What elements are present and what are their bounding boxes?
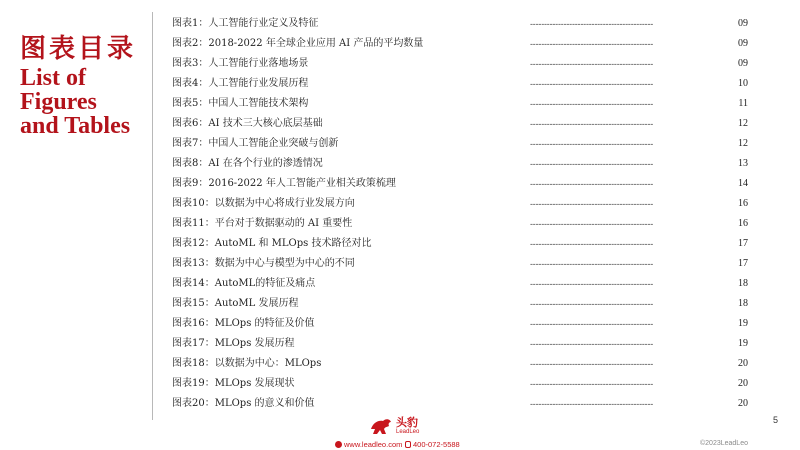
globe-icon xyxy=(335,441,342,448)
toc-entry-label: 图表16：MLOps 的特征及价值 xyxy=(172,318,315,329)
toc-leader: -------------------------------------------- xyxy=(530,79,654,89)
toc-entry-label: 图表18：以数据为中心：MLOps xyxy=(172,358,322,369)
toc-entry-label: 图表20：MLOps 的意义和价值 xyxy=(172,398,315,409)
toc-entry-page: 20 xyxy=(738,398,748,409)
toc-entry-label: 图表4：人工智能行业发展历程 xyxy=(172,78,309,89)
toc-entry[interactable] xyxy=(172,74,762,94)
toc-leader: -------------------------------------------- xyxy=(530,99,654,109)
toc-leader: -------------------------------------------- xyxy=(530,279,654,289)
toc-leader: -------------------------------------------- xyxy=(530,219,654,229)
toc-leader: -------------------------------------------- xyxy=(530,39,654,49)
toc-leader: -------------------------------------------- xyxy=(530,399,654,409)
title-english-line: List of xyxy=(20,65,86,91)
toc-entry-label: 图表13：数据为中心与模型为中心的不同 xyxy=(172,258,355,269)
toc-entry-page: 10 xyxy=(738,78,748,89)
toc-leader: -------------------------------------------- xyxy=(530,199,654,209)
toc-entry-label: 图表19：MLOps 发展现状 xyxy=(172,378,295,389)
toc-entry-label: 图表15：AutoML 发展历程 xyxy=(172,298,299,309)
copyright: ©2023LeadLeo xyxy=(700,440,748,447)
toc-entry[interactable] xyxy=(172,14,762,34)
toc-entry-label: 图表2：2018-2022 年全球企业应用 AI 产品的平均数量 xyxy=(172,38,424,49)
toc-leader: -------------------------------------------- xyxy=(530,339,654,349)
toc-entry[interactable] xyxy=(172,94,762,114)
title-english xyxy=(20,66,145,138)
toc-entry[interactable] xyxy=(172,214,762,234)
toc-entry[interactable] xyxy=(172,54,762,74)
toc-entry[interactable] xyxy=(172,114,762,134)
toc-leader: -------------------------------------------- xyxy=(530,379,654,389)
toc-entry-label: 图表11：平台对于数据驱动的 AI 重要性 xyxy=(172,218,353,229)
logo-chinese-text: 头豹 xyxy=(396,415,418,429)
toc-entry-page: 19 xyxy=(738,338,748,349)
toc-entry-label: 图表5：中国人工智能技术架构 xyxy=(172,98,309,109)
toc-entry-page: 12 xyxy=(738,118,748,129)
toc-entry-page: 18 xyxy=(738,278,748,289)
leopard-logo-icon xyxy=(370,417,392,435)
toc-leader: -------------------------------------------- xyxy=(530,179,654,189)
toc-entry[interactable] xyxy=(172,374,762,394)
toc-entry-page: 09 xyxy=(738,58,748,69)
toc-entry[interactable] xyxy=(172,194,762,214)
toc-list xyxy=(172,14,762,414)
toc-entry-label: 图表12：AutoML 和 MLOps 技术路径对比 xyxy=(172,238,372,249)
toc-entry-label: 图表3：人工智能行业落地场景 xyxy=(172,58,309,69)
toc-entry-page: 20 xyxy=(738,358,748,369)
toc-entry[interactable] xyxy=(172,334,762,354)
toc-leader: -------------------------------------------- xyxy=(530,159,654,169)
toc-entry-page: 14 xyxy=(738,178,748,189)
footer xyxy=(0,415,800,450)
toc-entry[interactable] xyxy=(172,234,762,254)
website-text: www.leadleo.com xyxy=(344,439,403,449)
toc-entry-label: 图表8：AI 在各个行业的渗透情况 xyxy=(172,158,323,169)
toc-leader: -------------------------------------------- xyxy=(530,19,654,29)
toc-entry-page: 11 xyxy=(738,98,748,109)
toc-entry-page: 12 xyxy=(738,138,748,149)
toc-entry-page: 20 xyxy=(738,378,748,389)
page-number: 5 xyxy=(773,415,779,425)
toc-entry-page: 18 xyxy=(738,298,748,309)
toc-leader: -------------------------------------------- xyxy=(530,59,654,69)
brand-logo[interactable] xyxy=(370,415,419,437)
toc-entry-label: 图表14：AutoML的特征及痛点 xyxy=(172,278,316,289)
toc-entry-label: 图表9：2016-2022 年人工智能产业相关政策梳理 xyxy=(172,178,396,189)
title-english-line: Figures xyxy=(20,89,97,115)
toc-entry-label: 图表10：以数据为中心将成行业发展方向 xyxy=(172,198,355,209)
vertical-divider xyxy=(152,12,153,420)
toc-entry[interactable] xyxy=(172,254,762,274)
toc-entry[interactable] xyxy=(172,314,762,334)
toc-entry-page: 09 xyxy=(738,38,748,49)
toc-entry[interactable] xyxy=(172,354,762,374)
toc-entry-page: 13 xyxy=(738,158,748,169)
phone-text: 400-072-5588 xyxy=(413,439,460,449)
toc-entry-label: 图表1：人工智能行业定义及特征 xyxy=(172,18,319,29)
title-english-line: and Tables xyxy=(20,113,131,139)
toc-entry-page: 16 xyxy=(738,218,748,229)
toc-leader: -------------------------------------------- xyxy=(530,319,654,329)
logo-english-text: LeadLeo xyxy=(396,428,420,435)
title-chinese: 图表目录 xyxy=(20,34,137,64)
toc-entry-page: 16 xyxy=(738,198,748,209)
toc-entry[interactable] xyxy=(172,294,762,314)
toc-entry[interactable] xyxy=(172,134,762,154)
phone-icon xyxy=(405,441,411,448)
toc-entry-label: 图表7：中国人工智能企业突破与创新 xyxy=(172,138,339,149)
toc-entry[interactable] xyxy=(172,34,762,54)
toc-leader: -------------------------------------------- xyxy=(530,259,654,269)
toc-entry-label: 图表17：MLOps 发展历程 xyxy=(172,338,295,349)
toc-entry[interactable] xyxy=(172,274,762,294)
toc-entry[interactable] xyxy=(172,174,762,194)
toc-entry-label: 图表6：AI 技术三大核心底层基础 xyxy=(172,118,323,129)
toc-entry-page: 17 xyxy=(738,258,748,269)
toc-leader: -------------------------------------------- xyxy=(530,299,654,309)
toc-leader: -------------------------------------------- xyxy=(530,359,654,369)
toc-entry[interactable] xyxy=(172,394,762,414)
section-title xyxy=(20,34,145,138)
toc-leader: -------------------------------------------- xyxy=(530,119,654,129)
toc-entry-page: 09 xyxy=(738,18,748,29)
toc-entry-page: 17 xyxy=(738,238,748,249)
toc-leader: -------------------------------------------- xyxy=(530,239,654,249)
toc-entry[interactable] xyxy=(172,154,762,174)
toc-leader: -------------------------------------------- xyxy=(530,139,654,149)
toc-entry-page: 19 xyxy=(738,318,748,329)
phone-link[interactable] xyxy=(405,438,460,450)
website-link[interactable] xyxy=(335,438,402,450)
